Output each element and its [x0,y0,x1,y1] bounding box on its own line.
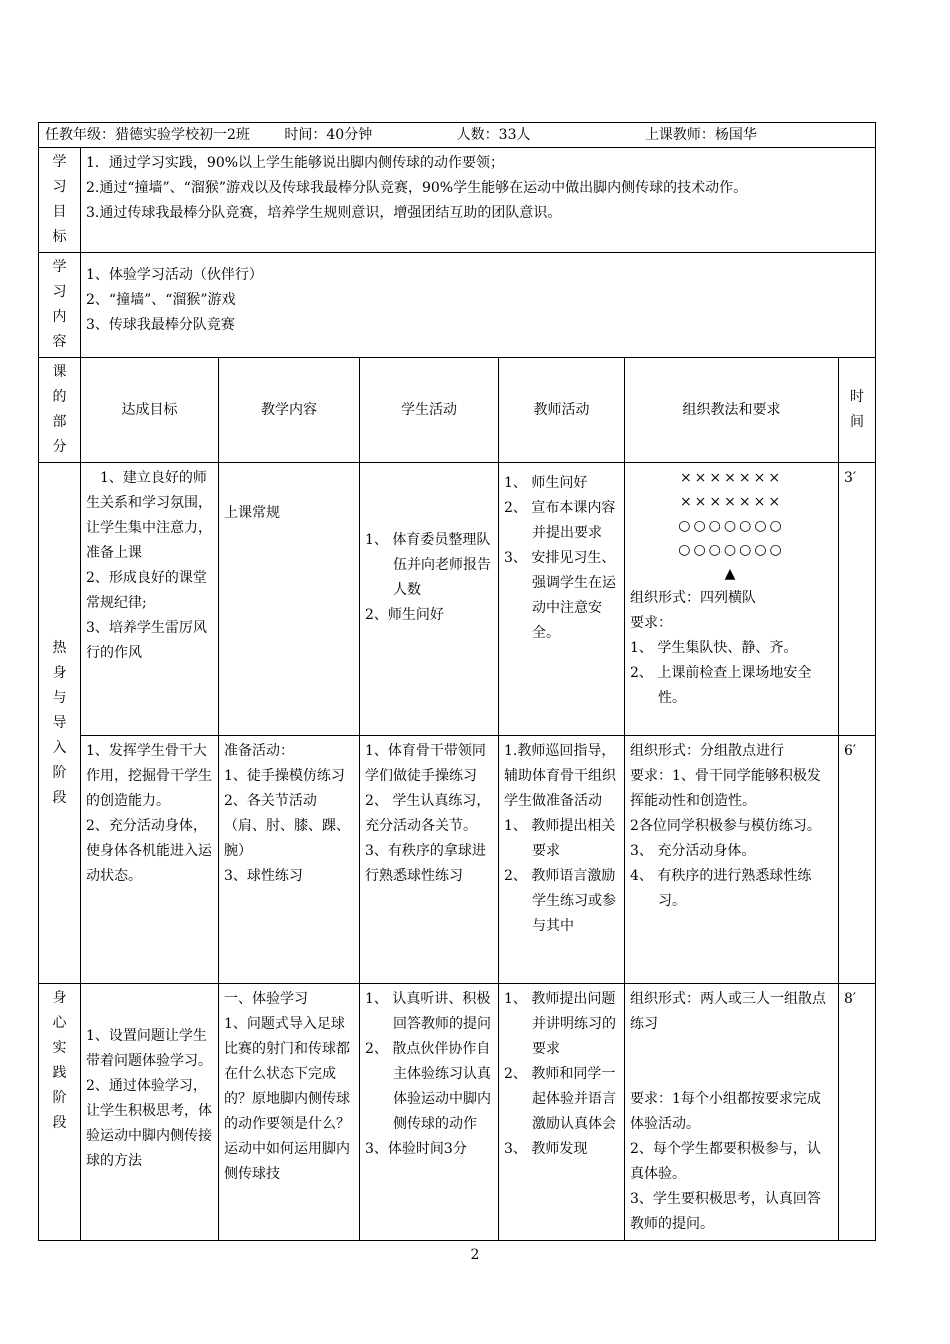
content-list [81,253,876,358]
lesson-plan-table [38,122,876,1241]
column-time: 时 间 [839,358,876,463]
time-label: 时间：40分钟 [284,127,373,143]
header-row [39,123,876,148]
page-number: 2 [470,1247,480,1263]
prep-goal: 1、发挥学生骨干大作用，挖掘骨干学生的创造能力。 2、充分活动身体，使身体各机能进入运动状态。 [81,736,219,984]
objectives-content [81,148,876,253]
warmup-label: 热 身 与 导 入 阶 段 [39,463,81,984]
column-part: 课 的 部 分 [39,358,81,463]
practice-org: 组织形式：两人或三人一组散点练习 要求：1每个小组都按要求完成体验活动。 2、每个学生都要积极参与，认真体验。 3、学生要积极思考，认真回答教师的提问。 [625,984,839,1241]
column-goal: 达成目标 [81,358,219,463]
warmup-goal: 1、建立良好的师生关系和学习氛围，让学生集中注意力，准备上课 2、形成良好的课堂常规纪律; 3、培养学生雷厉风行的作风 [81,463,219,736]
warmup-teacher: 1、 师生问好 2、 宣布本课内容并提出要求 3、 安排见习生、强调学生在运动中注意安全。 [499,463,625,736]
objective-item: 1．通过学习实践，90%以上学生能够说出脚内侧传球的动作要领； [86,155,505,171]
prep-teach: 准备活动： 1、徒手操模仿练习 2、各关节活动（肩、肘、膝、踝、腕） 3、球性练习 [219,736,360,984]
column-teach: 教学内容 [219,358,360,463]
lesson-plan-page [38,122,875,1241]
prep-time: 6′ [839,736,876,984]
count-label: 人数：33人 [456,127,531,143]
objective-item: 3.通过传球我最棒分队竞赛，培养学生规则意识，增强团结互助的团队意识。 [86,205,562,221]
warmup-org: ××××××× ××××××× ○○○○○○○ ○○○○○○○ ▲ 组织形式：四列横队 要求： 1、 学生集队快、静、齐。 2、 上课前检查上课场地安全性。 [625,463,839,736]
practice-teacher: 1、 教师提出问题并讲明练习的要求 2、 教师和同学一起体验并语言激励认真体会 3、 教师发现 [499,984,625,1241]
warmup-student: 1、 体育委员整理队伍并向老师报告人数 2、师生问好 [360,463,499,736]
column-teacher: 教师活动 [499,358,625,463]
content-item: 2、“撞墙”、“溜猴”游戏 [86,292,236,308]
column-student: 学生活动 [360,358,499,463]
formation-diagram: ××××××× ××××××× ○○○○○○○ ○○○○○○○ ▲ [678,470,785,582]
practice-student: 1、 认真听讲、积极回答教师的提问 2、 散点伙伴协作自主体验练习认真体验运动中脚内侧传球的动作 3、体验时间3分 [360,984,499,1241]
teacher-label: 上课教师：杨国华 [644,127,757,143]
column-org: 组织教法和要求 [625,358,839,463]
content-label: 学 习 内 容 [39,253,81,358]
grade-label: 任教年级：猎德实验学校初一2班 [45,127,250,143]
practice-time: 8′ [839,984,876,1241]
prep-teacher: 1.教师巡回指导，辅助体育骨干组织学生做准备活动 1、 教师提出相关要求 2、 教师语言激励学生练习或参与其中 [499,736,625,984]
content-item: 3、传球我最棒分队竞赛 [86,317,235,333]
warmup-time: 3′ [839,463,876,736]
practice-goal: 1、设置问题让学生带着问题体验学习。 2、通过体验学习，让学生积极思考，体验运动中脚内侧传接球的方法 [81,984,219,1241]
practice-label: 身 心 实 践 阶 段 [39,984,81,1241]
practice-teach: 一、体验学习 1、问题式导入足球比赛的射门和传球都在什么状态下完成的？原地脚内侧传球的动作要领是什么？ 运动中如何运用脚内侧传球技 [219,984,360,1241]
prep-org: 组织形式：分组散点进行 要求：1、骨干同学能够积极发挥能动性和创造性。 2各位同学积极参与模仿练习。 3、 充分活动身体。 4、 有秩序的进行熟悉球性练习。 [625,736,839,984]
prep-student: 1、体育骨干带领同学们做徒手操练习 2、 学生认真练习，充分活动各关节。 3、有秩序的拿球进行熟悉球性练习 [360,736,499,984]
content-item: 1、体验学习活动（伙伴行） [86,267,263,283]
warmup-teach: 上课常规 [219,463,360,736]
objective-item: 2.通过“撞墙”、“溜猴”游戏以及传球我最棒分队竞赛，90%学生能够在运动中做出脚内侧传球的技术动作。 [86,180,748,196]
objectives-label: 学 习 目 标 [39,148,81,253]
